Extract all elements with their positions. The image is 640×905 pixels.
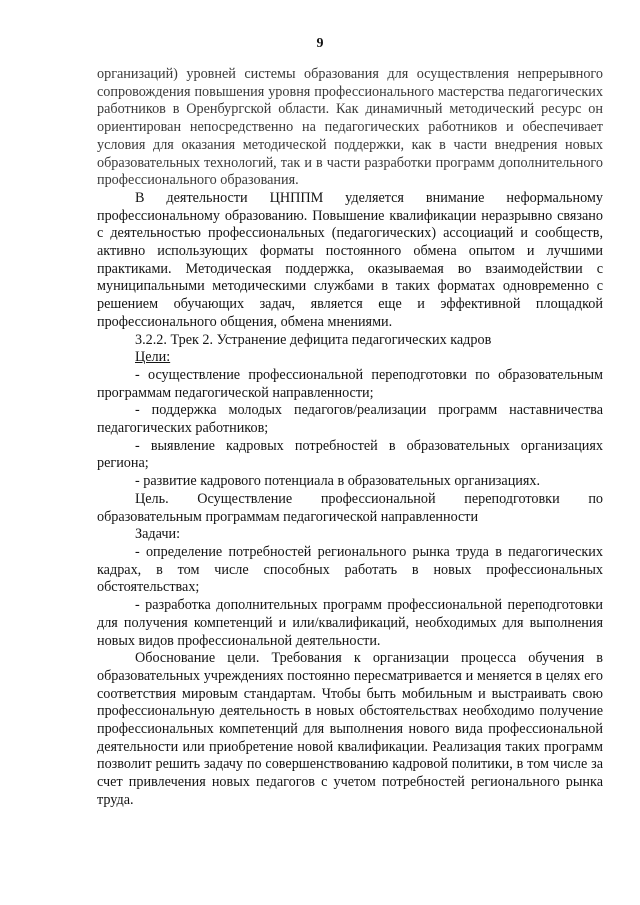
document-body bbox=[97, 66, 603, 810]
goals-label: Цели: bbox=[135, 349, 171, 366]
paragraph-informal-education: В деятельности ЦНППМ уделяется внимание неформальному профессиональному образованию. Повышение квалификации неразрывно связано с деятельностью профессиональных (педагогических) ассоциаций и сообществ, активно использующих форматы постоянного обмена опытом и лучшими практиками. Методическая поддержка, оказываемая во взаимодействии с муниципальными методическими службами в таких форматах одновременно с решением обучающих задач, является еще и эффективной площадкой профессионального общения, обмена мнениями. bbox=[97, 189, 603, 330]
task-item-2: - разработка дополнительных программ профессиональной переподготовки для получения компетенций и или/квалификаций, необходимых для выполнения новых видов профессиональной деятельности. bbox=[97, 597, 603, 649]
page-number: 9 bbox=[316, 36, 324, 51]
paragraph-justification: Обоснование цели. Требования к организации процесса обучения в образовательных учреждениях постоянно пересматривается и меняется в целях его соответствия мировым стандартам. Чтобы быть мобильным и выстраивать свою профессиональную деятельность в новых обстоятельствах необходимо получение профессиональных компетенций для выполнения нового вида профессиональной деятельности или приобретение новой квалификации. Реализация таких программ позволит решить задачу по совершенствованию кадровой политики, в том числе за счет привлечения новых педагогов с учетом потребностей регионального рынка труда. bbox=[97, 650, 603, 808]
track-heading: 3.2.2. Трек 2. Устранение дефицита педагогических кадров bbox=[135, 331, 492, 348]
goal-item-4: - развитие кадрового потенциала в образовательных организациях. bbox=[135, 473, 541, 490]
task-item-1: - определение потребностей регионального рынка труда в педагогических кадрах, в том числе способных работать в новых профессиональных обстоятельствах; bbox=[97, 543, 603, 596]
tasks-label: Задачи: bbox=[135, 526, 181, 543]
paragraph-center-description: организаций) уровней системы образования для осуществления непрерывного сопровождения повышения уровня профессионального мастерства педагогических работников в Оренбургской области. Как динамичный методический ресурс он ориентирован непосредственно на педагогических работников и обеспечивает условия для оказания методической поддержки, как в части внедрения новых образовательных технологий, так и в части разработки программ дополнительного профессионального образования. bbox=[97, 66, 603, 189]
goal-item-3: - выявление кадровых потребностей в образовательных организациях региона; bbox=[97, 437, 603, 472]
goal-statement: Цель. Осуществление профессиональной переподготовки по образовательным программам педагогической направленности bbox=[97, 490, 603, 525]
goal-item-1: - осуществление профессиональной переподготовки по образовательным программам педагогической направленности; bbox=[97, 366, 603, 401]
goal-item-2: - поддержка молодых педагогов/реализации программ наставничества педагогических работников; bbox=[97, 402, 603, 437]
